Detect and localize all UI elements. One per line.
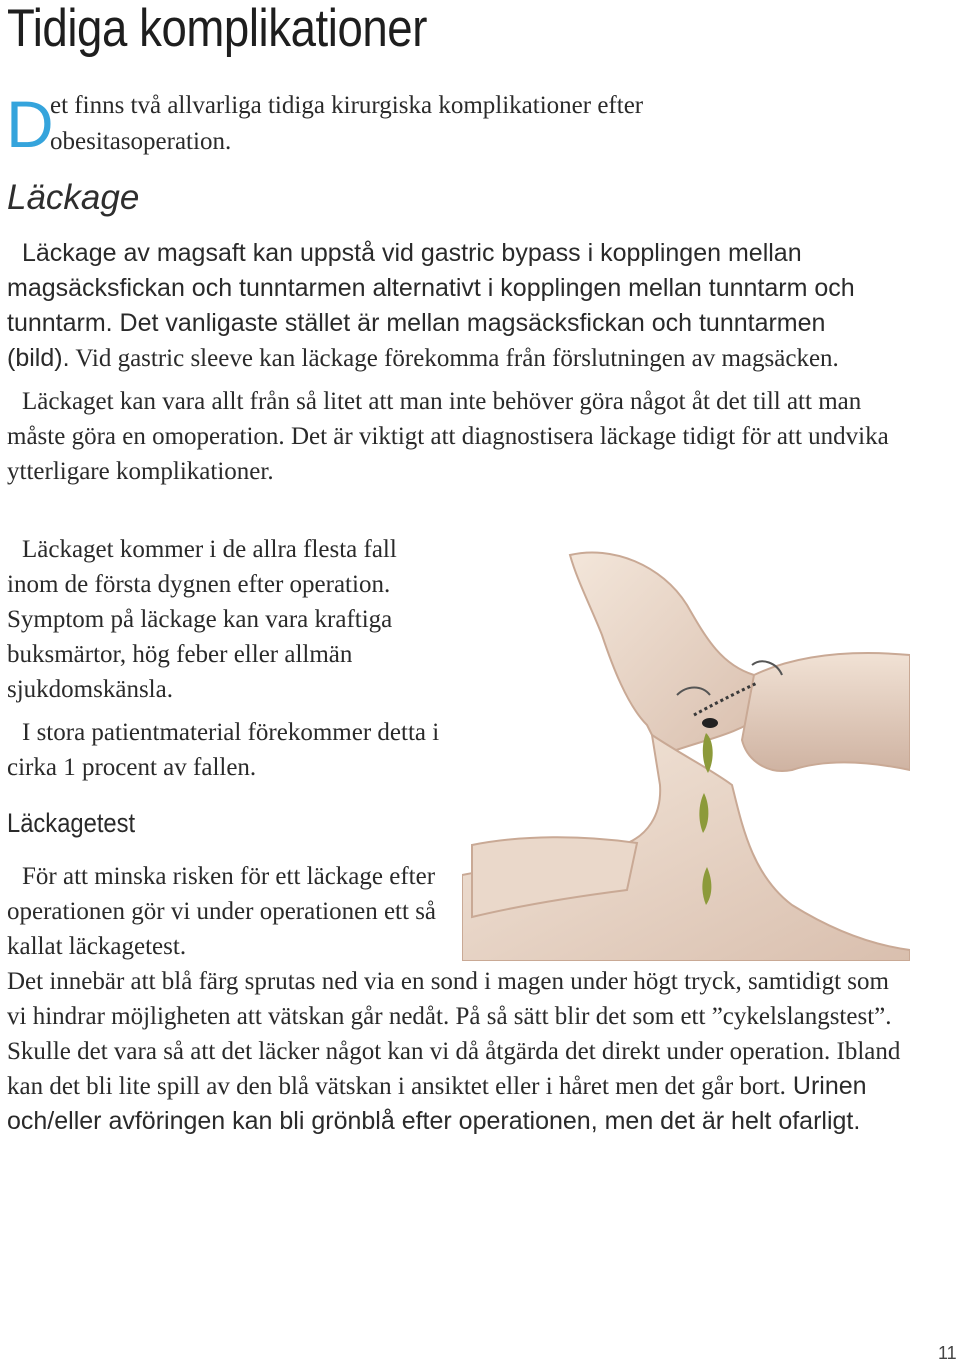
lackage-paragraph-1-sans: Läckage av magsaft kan uppstå vid gastric bypass i kopplingen mellan magsäcksfickan och tunntarmen alternativt i kopplingen mellan tunntarm och tunntarm. Det vanligaste stället är mellan magsäcksfickan och tunntarmen (bild). [7, 239, 855, 372]
lackage-paragraph-3-b: Symptom på läckage kan vara kraftiga buksmärtor, hög feber eller allmän sjukdomskänsla. [7, 606, 393, 703]
lackage-paragraph-2-b: Det är viktigt att diagnostisera läckage tidigt för att undvika ytterligare komplikationer. [7, 423, 889, 485]
section-heading-lackagetest: Läckagetest [7, 808, 136, 838]
anastomosis-illustration [462, 545, 910, 961]
intestine-right [742, 653, 910, 771]
lackage-paragraph-2-a: Läckaget kan vara allt från så litet att man inte behöver göra något åt det till att man måste göra en omoperation. [7, 388, 862, 450]
lackage-paragraph-2 [7, 384, 892, 489]
lackagetest-paragraph-b-end: Urinen och/eller avföringen kan bli grönblå efter operationen, men det är helt ofarligt. [7, 1072, 867, 1135]
lackage-paragraph-4: I stora patientmaterial förekommer detta i cirka 1 procent av fallen. [7, 719, 440, 781]
lackagetest-body-narrow [7, 859, 449, 964]
page-number: 11 [938, 1343, 957, 1363]
illustration [462, 545, 910, 961]
section-heading-lackage: Läckage [7, 178, 140, 217]
lackage-body [7, 236, 892, 489]
lackagetest-paragraph-b [7, 964, 902, 1139]
page-title: Tidiga komplikationer [7, 0, 427, 58]
stomach-pouch [570, 552, 762, 755]
intro-paragraph: et finns två allvarliga tidiga kirurgiska komplikationer efter obesitasoperation. [50, 92, 644, 155]
leak-source [702, 718, 718, 728]
lackagetest-paragraph-b-main: Det innebär att blå färg sprutas ned via en sond i magen under högt tryck, samtidigt som vi hindrar möjligheten att vätskan går nedåt. På så sätt blir det som ett ”cykelslangstest”. Skulle det vara så att det läcker något kan vi då åtgärda det direkt under operation. Ibland kan det bli lite spill av den blå vätskan i ansiktet eller i håret men det går bort. [7, 968, 901, 1100]
lackage-paragraph-3-a: Läckaget kommer i de allra flesta fall inom de första dygnen efter operation. [7, 536, 397, 598]
lackage-side-column [7, 532, 447, 785]
lackage-paragraph-1-serif: Vid gastric sleeve kan läckage förekomma från förslutningen av magsäcken. [69, 345, 839, 372]
lackagetest-body-wide [7, 964, 902, 1139]
lackage-paragraph-3 [7, 532, 447, 707]
drop-cap: D [6, 87, 54, 161]
lackagetest-paragraph-a: För att minska risken för ett läckage efter operationen gör vi under operationen ett så kallat läckagetest. [7, 863, 437, 960]
lackage-paragraph-1 [7, 236, 892, 376]
